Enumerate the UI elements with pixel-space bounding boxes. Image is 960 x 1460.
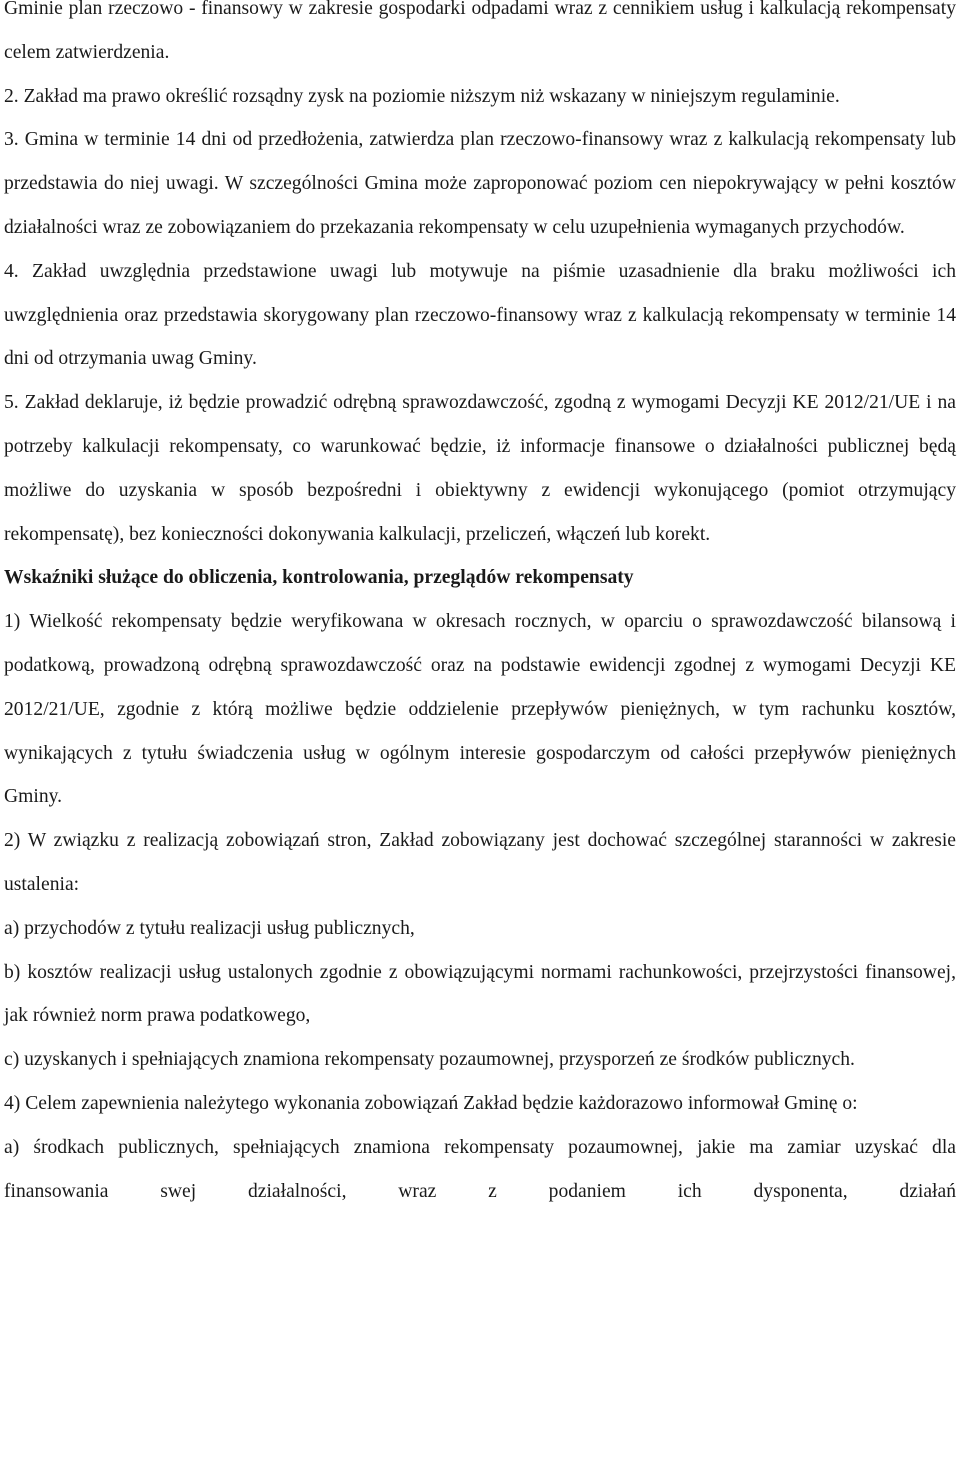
item-1: 1) Wielkość rekompensaty będzie weryfikowana w okresach rocznych, w oparciu o sprawozdawczość bilansową i podatkową, prowadzoną odrębną sprawozdawczość oraz na podstawie ewidencji zgodnej z wymogami Decyzji KE 2012/21/UE, zgodnie z którą możliwe będzie oddzielenie przepływów pieniężnych, w tym rachunku kosztów, wynikających z tytułu świadczenia usług w ogólnym interesie gospodarczym od całości przepływów pieniężnych Gminy.	[4, 611, 956, 808]
item-2c: c) uzyskanych i spełniających znamiona rekompensaty pozaumownej, przysporzeń ze środków publicznych.	[4, 1049, 855, 1071]
item-2b: b) kosztów realizacji usług ustalonych zgodnie z obowiązującymi normami rachunkowości, przejrzystości finansowej, jak również norm prawa podatkowego,	[4, 961, 956, 1027]
paragraph-5: 5. Zakład deklaruje, iż będzie prowadzić odrębną sprawozdawczość, zgodną z wymogami Decyzji KE 2012/21/UE i na potrzeby kalkulacji rekompensaty, co warunkować będzie, iż informacje finansowe o działalności publicznej będą możliwe do uzyskania w sposób bezpośredni i obiektywny z ewidencji wykonującego (pomiot otrzymujący rekompensatę), bez konieczności dokonywania kalkulacji, przeliczeń, włączeń lub korekt.	[4, 392, 956, 545]
item-4: 4) Celem zapewnienia należytego wykonania zobowiązań Zakład będzie każdorazowo informował Gminę o:	[4, 1092, 858, 1114]
paragraph-continuation: Gminie plan rzeczowo - finansowy w zakresie gospodarki odpadami wraz z cennikiem usług i kalkulacją rekompensaty celem zatwierdzenia.	[4, 0, 956, 63]
item-2a: a) przychodów z tytułu realizacji usług publicznych,	[4, 917, 415, 939]
paragraph-3: 3. Gmina w terminie 14 dni od przedłożenia, zatwierdza plan rzeczowo-finansowy wraz z kalkulacją rekompensaty lub przedstawia do niej uwagi. W szczególności Gmina może zaproponować poziom cen niepokrywający w pełni kosztów działalności wraz ze zobowiązaniem do przekazania rekompensaty w celu uzupełnienia wymaganych przychodów.	[4, 129, 956, 238]
paragraph-2: 2. Zakład ma prawo określić rozsądny zysk na poziomie niższym niż wskazany w niniejszym regulaminie.	[4, 85, 840, 107]
paragraph-4: 4. Zakład uwzględnia przedstawione uwagi lub motywuje na piśmie uzasadnienie dla braku możliwości ich uwzględnienia oraz przedstawia skorygowany plan rzeczowo-finansowy wraz z kalkulacją rekompensaty w terminie 14 dni od otrzymania uwag Gminy.	[4, 260, 956, 370]
item-2: 2) W związku z realizacją zobowiązań stron, Zakład zobowiązany jest dochować szczególnej staranności w zakresie ustalenia:	[4, 830, 956, 895]
item-4a: a) środkach publicznych, spełniających znamiona rekompensaty pozaumownej, jakie ma zamiar uzyskać dla finansowania swej działalności, wraz z podaniem ich dysponenta, działań	[4, 1136, 956, 1202]
section-heading: Wskaźniki służące do obliczenia, kontrolowania, przeglądów rekompensaty	[4, 567, 634, 589]
